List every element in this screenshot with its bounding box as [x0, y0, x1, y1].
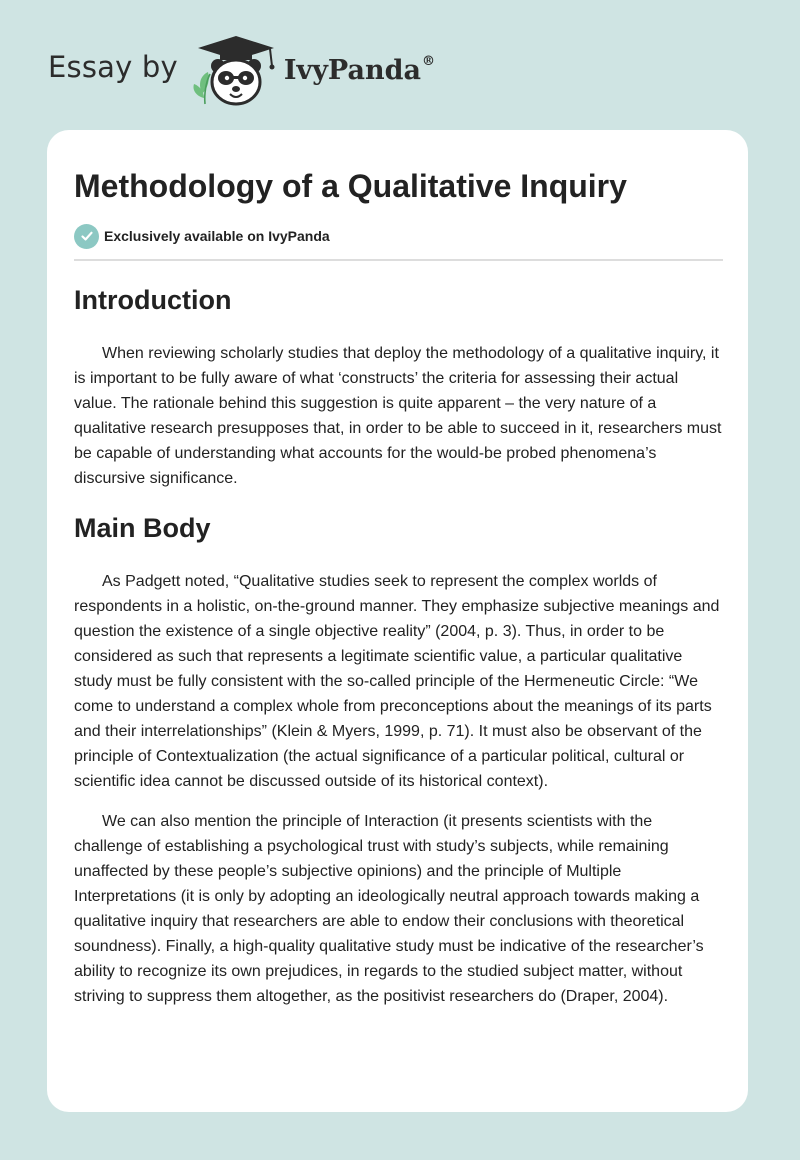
essay-content	[74, 130, 724, 1009]
essay-card	[47, 130, 748, 1112]
site-header	[48, 34, 435, 108]
registered-mark: ®	[421, 53, 435, 69]
main-body-paragraph-1: As Padgett noted, “Qualitative studies seek to represent the complex worlds of respondents in a holistic, on-the-ground manner. They emphasize subjective meanings and question the existence of a single objective reality” (2004, p. 3). Thus, in order to be considered as such that represents a legitimate scientific value, a particular qualitative study must be fully consistent with the so-called principle of the Hermeneutic Circle: “We come to understand a complex whole from preconceptions about the meanings of its parts and their interrelationships” (Klein & Myers, 1999, p. 71). It must also be observant of the principle of Contextualization (the actual significance of a particular political, cultural or scientific idea cannot be discussed outside of its historical context).	[74, 573, 720, 790]
introduction-paragraph: When reviewing scholarly studies that deploy the methodology of a qualitative inquiry, it is important to be fully aware of what ‘constructs’ the criteria for assessing their actual value. The rationale behind this suggestion is quite apparent – the very nature of a qualitative research presupposes that, in order to be able to succeed in it, researchers must be capable of understanding what accounts for the would-be probed phenomena’s discursive significance.	[74, 345, 722, 487]
essay-title: Methodology of a Qualitative Inquiry	[74, 168, 627, 204]
main-body-paragraph-2: We can also mention the principle of Interaction (it presents scientists with the challenge of establishing a psychological trust with study’s subjects, while remaining unaffected by these people’s subjective opinions) and the principle of Multiple Interpretations (it is only by adopting an ideologically neutral approach towards making a qualitative inquiry that researchers are able to endow their conclusions with theoretical soundness). Finally, a high-quality qualitative study must be indicative of the researcher’s ability to recognize its own prejudices, in regards to the studied subject matter, without striving to suppress them altogether, as the positivist researchers do (Draper, 2004).	[74, 813, 704, 1005]
panda-graduation-cap-logo-icon[interactable]	[190, 34, 282, 108]
check-circle-icon	[74, 224, 99, 249]
brand-name[interactable]	[284, 55, 435, 86]
section-heading-main-body: Main Body	[74, 513, 211, 543]
title-divider	[74, 259, 723, 261]
essay-by-label: Essay by	[48, 50, 178, 84]
section-heading-introduction: Introduction	[74, 285, 232, 315]
exclusive-badge	[74, 223, 724, 249]
brand-text: IvyPanda	[283, 54, 421, 86]
exclusive-badge-text: Exclusively available on IvyPanda	[104, 228, 330, 244]
